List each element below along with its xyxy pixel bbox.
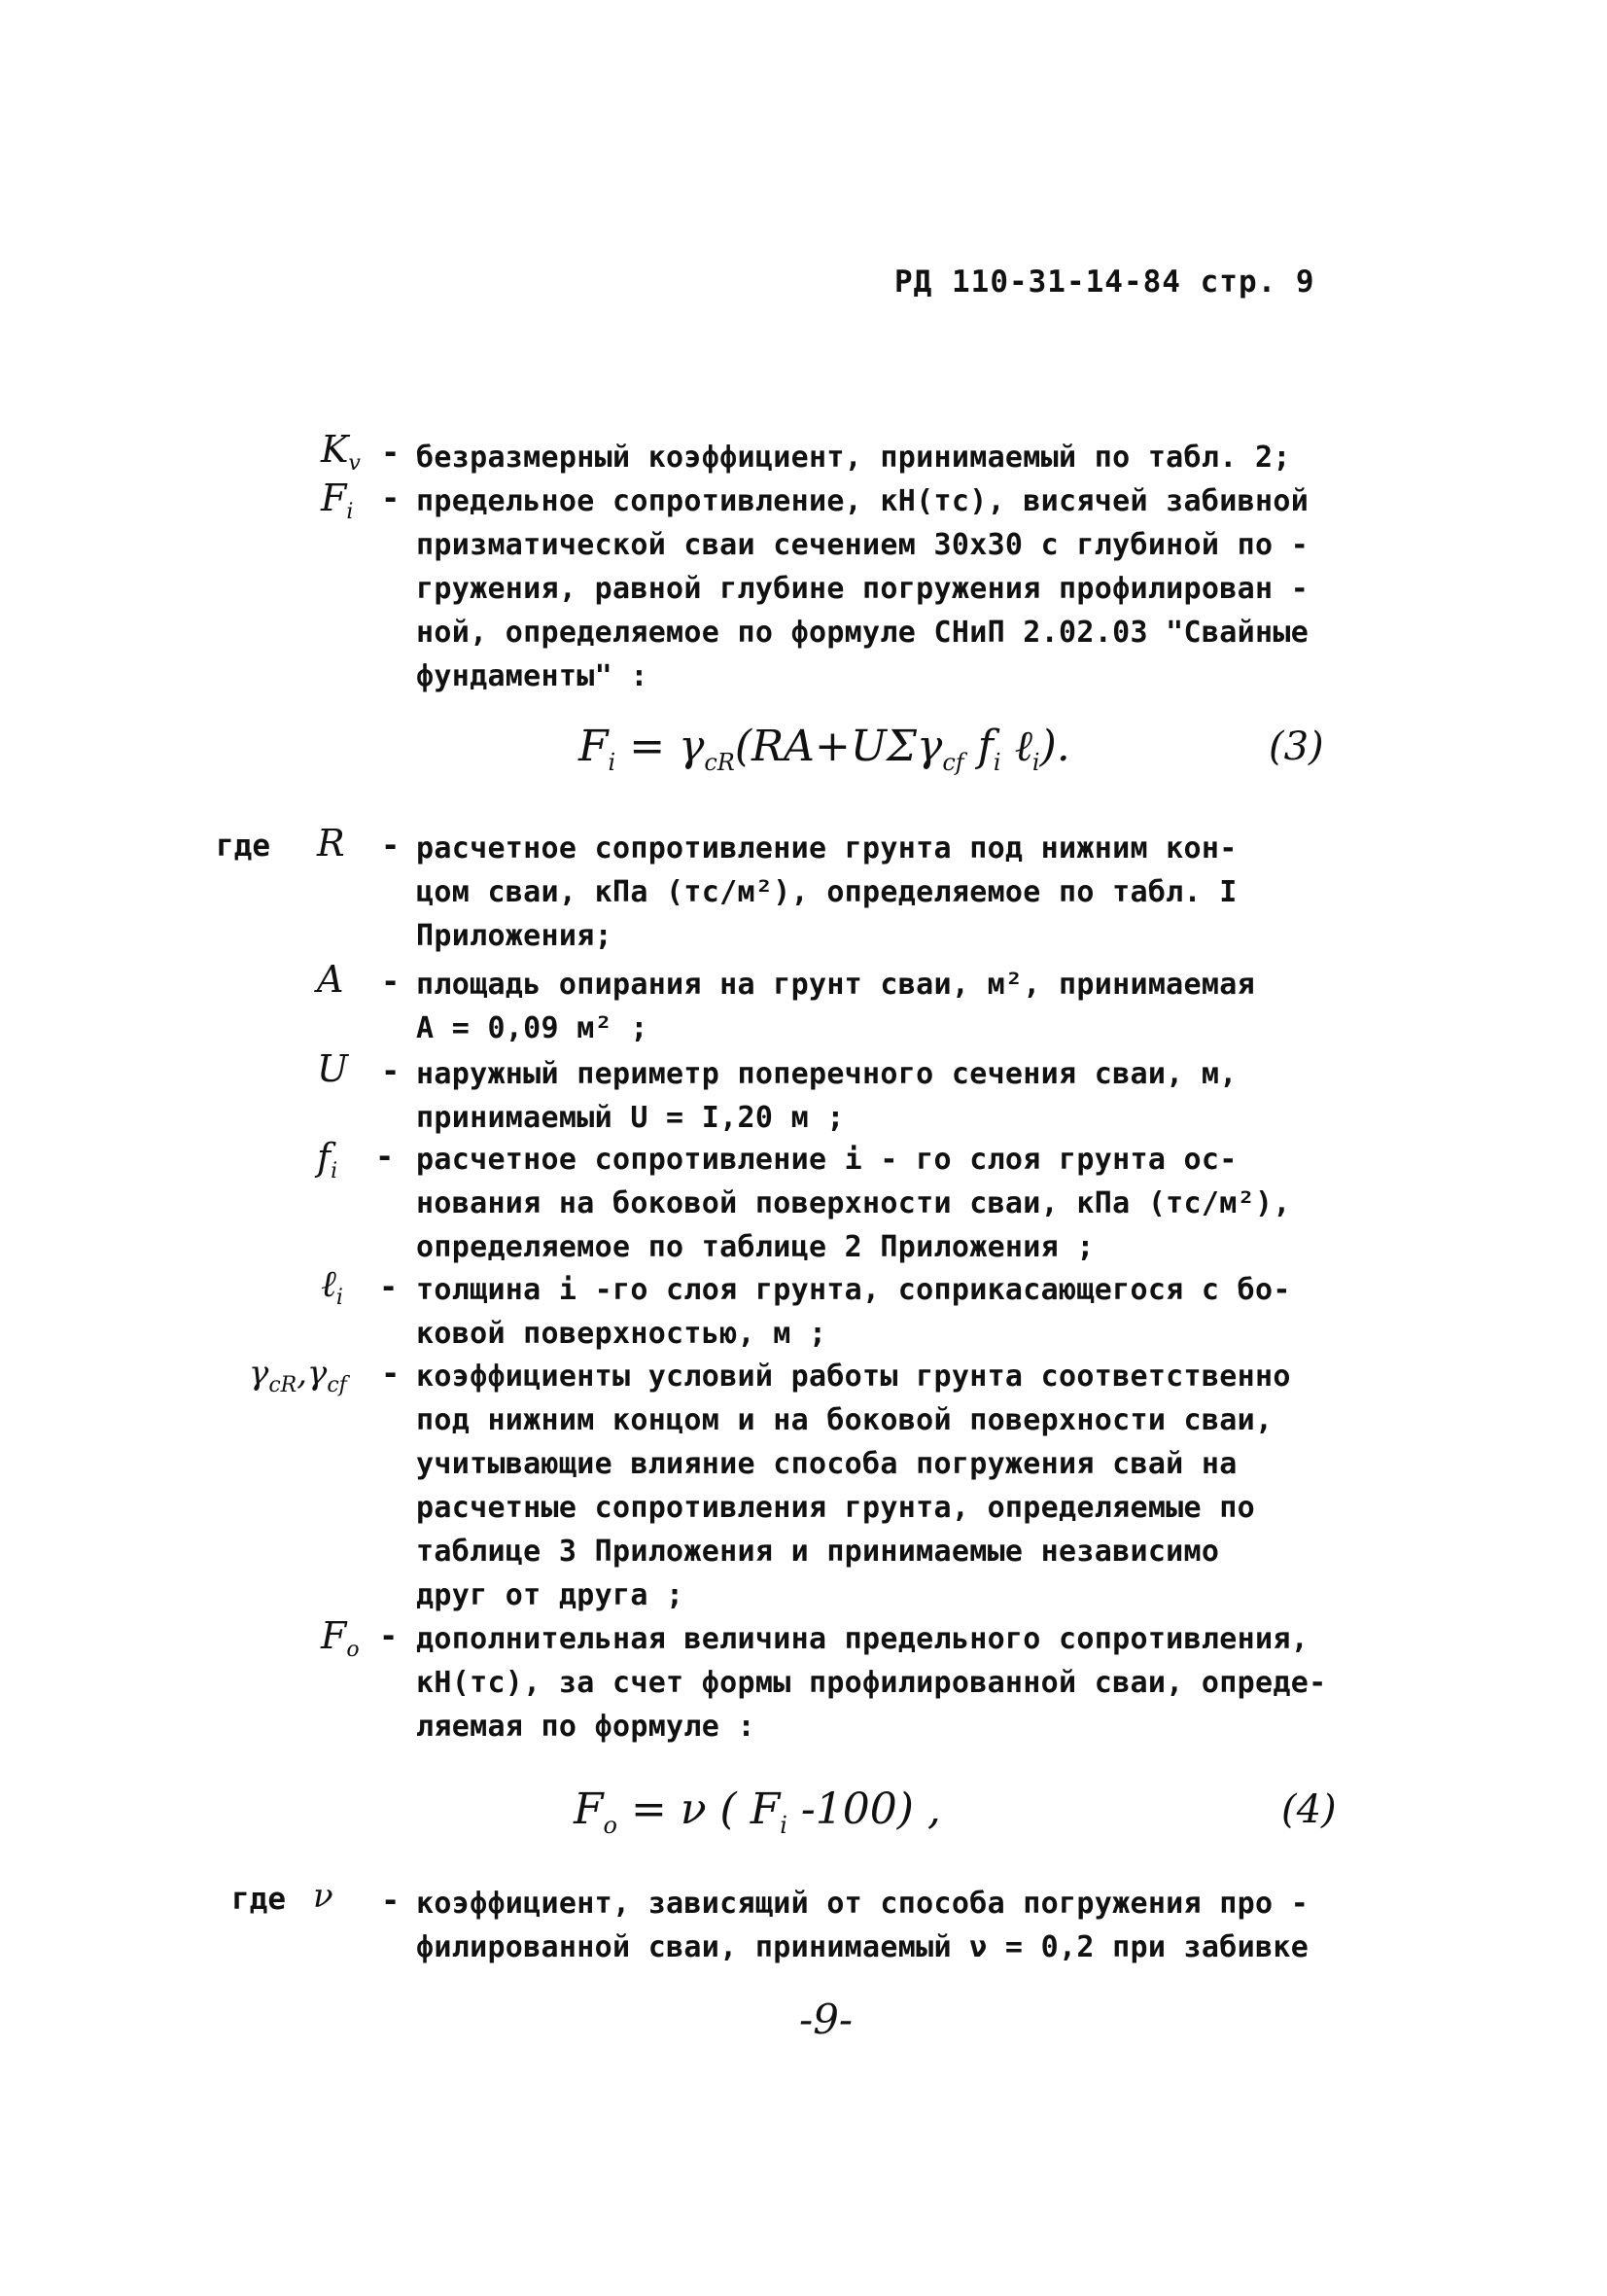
- symbol-nu: ν: [313, 1877, 333, 1916]
- definition-kv: безразмерный коэффициент, принимаемый по табл. 2;: [416, 441, 1291, 475]
- definition-fi: предельное сопротивление, кН(тс), висячей забивной призматической сваи сечением 30х30 с глубиной по - гружения, равной глубине погружения профилирован - ной, определяемое по формуле СНиП 2.02.03 "Свайные фундаменты" :: [416, 484, 1310, 693]
- symbol-li: ℓ$_i$: [321, 1262, 343, 1310]
- dash: -: [381, 963, 401, 1000]
- dash: -: [375, 1138, 395, 1175]
- definition-u: наружный периметр поперечного сечения сваи, м, принимаемый U = I,20 м ;: [416, 1057, 1238, 1135]
- symbol-fo: $F_o$: [321, 1614, 360, 1662]
- definition-a: площадь опирания на грунт сваи, м², принимаемая A = 0,09 м² ;: [416, 968, 1255, 1045]
- dash: -: [381, 827, 401, 864]
- definition-fi-lower: расчетное сопротивление i - го слоя грунта ос- нования на боковой поверхности сваи, кПа (тс/м²), определяемое по таблице 2 Приложения ;: [416, 1143, 1291, 1264]
- definition-nu: коэффициент, зависящий от способа погружения про - филированной сваи, принимаемый ν = 0,2 при забивке: [416, 1887, 1310, 1964]
- symbol-u: U: [317, 1047, 349, 1090]
- document-header: РД 110-31-14-84 стр. 9: [894, 265, 1315, 300]
- formula-4: $F_o = \nu$ ( $F_i$ -100) ,: [574, 1784, 941, 1839]
- where-label: где: [216, 829, 270, 864]
- formula-3: $F_i = \gamma_{cR}(RA+U\Sigma\gamma_{cf}$ $f_i$ ℓ$_i$).: [578, 722, 1070, 776]
- equation-number-3: (3): [1269, 724, 1324, 769]
- definition-fo: дополнительная величина предельного сопротивления, кН(тс), за счет формы профилированной сваи, опреде- ляемая по формуле :: [416, 1622, 1327, 1744]
- definition-gamma: коэффициенты условий работы грунта соответственно под нижним концом и на боковой поверхности сваи, учитывающие влияние способа погружения свай на расчетные сопротивления грунта, определяемые по таблице 3 Приложения и принимаемые независимо друг от друга ;: [416, 1360, 1291, 1612]
- dash: -: [381, 479, 401, 516]
- definition-r: расчетное сопротивление грунта под нижним кон- цом сваи, кПа (тс/м²), определяемое по табл. I Приложения;: [416, 831, 1238, 953]
- symbol-gamma-cr-cf: $\gamma_{cR},\gamma_{cf}$: [249, 1354, 347, 1397]
- symbol-a: A: [317, 958, 344, 1001]
- dash: -: [379, 1617, 399, 1654]
- dash: -: [381, 1355, 401, 1392]
- dash: -: [381, 1052, 401, 1089]
- definition-li: толщина i -го слоя грунта, соприкасающегося с бо- ковой поверхностью, м ;: [416, 1273, 1291, 1351]
- dash: -: [381, 1882, 401, 1919]
- symbol-fi: $F_i$: [321, 477, 354, 524]
- dash: -: [379, 1268, 399, 1305]
- page-number: -9-: [799, 1996, 854, 2043]
- symbol-kv: $K_v$: [321, 428, 361, 476]
- equation-number-4: (4): [1281, 1787, 1337, 1832]
- where-label-2: где: [231, 1882, 286, 1917]
- symbol-r: R: [317, 822, 345, 865]
- symbol-fi-lower: $f_i$: [317, 1136, 338, 1183]
- dash: -: [381, 434, 401, 471]
